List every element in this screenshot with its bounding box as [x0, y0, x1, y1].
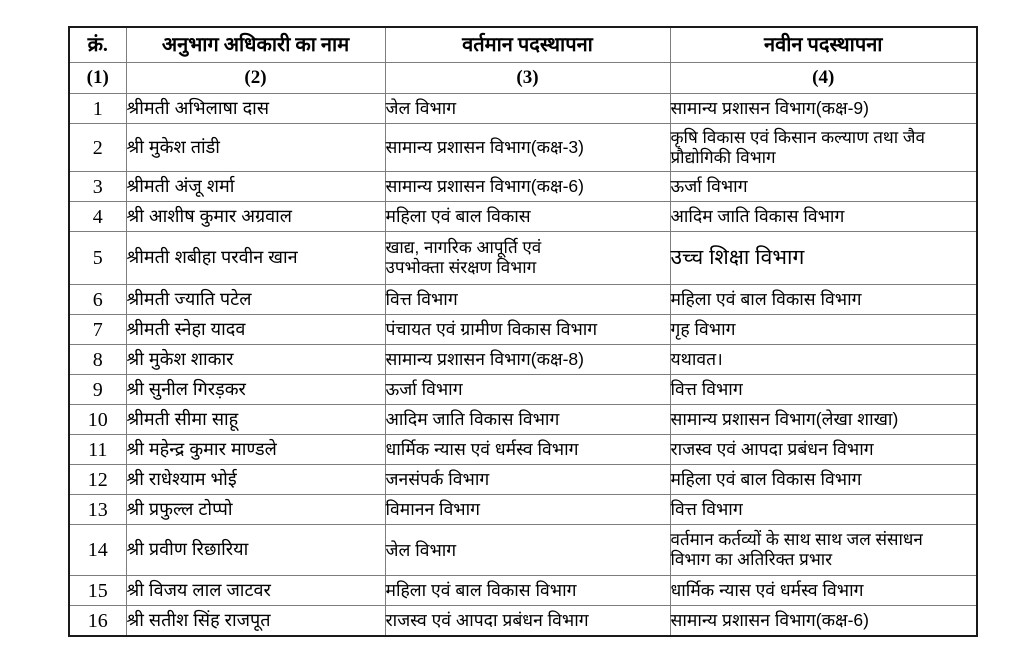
cell-new-posting: [670, 525, 977, 576]
table-body: [69, 94, 977, 637]
cell-officer-name: श्रीमती सीमा साहू: [126, 405, 385, 435]
table-row: [69, 94, 977, 124]
cell-officer-name: श्रीमती अभिलाषा दास: [126, 94, 385, 124]
cell-officer-name: श्री प्रवीण रिछारिया: [126, 525, 385, 576]
cell-officer-name: श्री महेन्द्र कुमार माण्डले: [126, 435, 385, 465]
table-row: [69, 465, 977, 495]
cell-serial: 11: [69, 435, 126, 465]
cell-current-posting: सामान्य प्रशासन विभाग(कक्ष-6): [385, 172, 670, 202]
table-row: [69, 576, 977, 606]
cell-new-posting: [670, 124, 977, 172]
table-row: [69, 606, 977, 637]
table-row: [69, 202, 977, 232]
cell-serial: 7: [69, 315, 126, 345]
cell-officer-name: श्रीमती अंजू शर्मा: [126, 172, 385, 202]
table-row: [69, 345, 977, 375]
cell-serial: 9: [69, 375, 126, 405]
cell-current-posting: जनसंपर्क विभाग: [385, 465, 670, 495]
cell-officer-name: श्रीमती स्नेहा यादव: [126, 315, 385, 345]
cell-serial: 3: [69, 172, 126, 202]
posting-table: [68, 26, 978, 637]
cell-new-posting: धार्मिक न्यास एवं धर्मस्व विभाग: [670, 576, 977, 606]
cell-current-posting: जेल विभाग: [385, 525, 670, 576]
cell-serial: 16: [69, 606, 126, 637]
column-header-current: वर्तमान पदस्थापना: [385, 27, 670, 63]
cell-current-posting: विमानन विभाग: [385, 495, 670, 525]
table-row: [69, 435, 977, 465]
cell-current-posting: महिला एवं बाल विकास: [385, 202, 670, 232]
cell-new-posting: यथावत।: [670, 345, 977, 375]
cell-current-posting: पंचायत एवं ग्रामीण विकास विभाग: [385, 315, 670, 345]
cell-officer-name: श्री सुनील गिरड़कर: [126, 375, 385, 405]
cell-new-posting: महिला एवं बाल विकास विभाग: [670, 465, 977, 495]
cell-serial: 14: [69, 525, 126, 576]
cell-current-posting: राजस्व एवं आपदा प्रबंधन विभाग: [385, 606, 670, 637]
cell-officer-name: श्री विजय लाल जाटवर: [126, 576, 385, 606]
cell-officer-name: श्री आशीष कुमार अग्रवाल: [126, 202, 385, 232]
cell-new-posting-line1: कृषि विकास एवं किसान कल्याण तथा जैव: [670, 127, 925, 147]
cell-serial: 13: [69, 495, 126, 525]
cell-officer-name: श्री राधेश्याम भोई: [126, 465, 385, 495]
table-row: [69, 232, 977, 285]
cell-serial: 4: [69, 202, 126, 232]
cell-new-posting: ऊर्जा विभाग: [670, 172, 977, 202]
cell-new-posting: गृह विभाग: [670, 315, 977, 345]
cell-officer-name: श्री मुकेश शाकार: [126, 345, 385, 375]
cell-new-posting: राजस्व एवं आपदा प्रबंधन विभाग: [670, 435, 977, 465]
cell-serial: 5: [69, 232, 126, 285]
table-row: [69, 495, 977, 525]
cell-officer-name: श्रीमती शबीहा परवीन खान: [126, 232, 385, 285]
column-number-2: (2): [126, 63, 385, 94]
cell-serial: 8: [69, 345, 126, 375]
cell-serial: 2: [69, 124, 126, 172]
table-row: [69, 285, 977, 315]
cell-current-posting: धार्मिक न्यास एवं धर्मस्व विभाग: [385, 435, 670, 465]
cell-current-posting: ऊर्जा विभाग: [385, 375, 670, 405]
column-header-name: अनुभाग अधिकारी का नाम: [126, 27, 385, 63]
cell-officer-name: श्रीमती ज्याति पटेल: [126, 285, 385, 315]
cell-officer-name: श्री मुकेश तांडी: [126, 124, 385, 172]
table-row: [69, 315, 977, 345]
table-row: [69, 405, 977, 435]
column-number-4: (4): [670, 63, 977, 94]
cell-new-posting: उच्च शिक्षा विभाग: [670, 232, 977, 285]
cell-new-posting-line2: प्रौद्योगिकी विभाग: [670, 147, 776, 167]
cell-serial: 15: [69, 576, 126, 606]
column-header-serial: क्रं.: [69, 27, 126, 63]
table-row: [69, 375, 977, 405]
table-row: [69, 172, 977, 202]
cell-current-posting: जेल विभाग: [385, 94, 670, 124]
cell-serial: 10: [69, 405, 126, 435]
cell-current-posting: सामान्य प्रशासन विभाग(कक्ष-3): [385, 124, 670, 172]
cell-serial: 6: [69, 285, 126, 315]
cell-current-posting: [385, 232, 670, 285]
cell-current-posting-line1: खाद्य, नागरिक आपूर्ति एवं: [385, 238, 542, 258]
column-number-1: (1): [69, 63, 126, 94]
cell-current-posting-line2: उपभोक्ता संरक्षण विभाग: [385, 258, 537, 277]
cell-officer-name: श्री प्रफुल्ल टोप्पो: [126, 495, 385, 525]
cell-new-posting-line1: वर्तमान कर्तव्यों के साथ साथ जल संसाधन: [670, 530, 923, 550]
cell-new-posting: सामान्य प्रशासन विभाग(कक्ष-6): [670, 606, 977, 637]
cell-new-posting: वित्त विभाग: [670, 375, 977, 405]
cell-new-posting-line2: विभाग का अतिरिक्त प्रभार: [670, 550, 833, 569]
cell-officer-name: श्री सतीश सिंह राजपूत: [126, 606, 385, 637]
cell-serial: 1: [69, 94, 126, 124]
column-number-3: (3): [385, 63, 670, 94]
table-header: [69, 27, 977, 94]
table-row: [69, 124, 977, 172]
cell-new-posting: सामान्य प्रशासन विभाग(लेखा शाखा): [670, 405, 977, 435]
cell-current-posting: सामान्य प्रशासन विभाग(कक्ष-8): [385, 345, 670, 375]
header-row-numbers: [69, 63, 977, 94]
cell-serial: 12: [69, 465, 126, 495]
cell-new-posting: सामान्य प्रशासन विभाग(कक्ष-9): [670, 94, 977, 124]
column-header-new: नवीन पदस्थापना: [670, 27, 977, 63]
cell-current-posting: आदिम जाति विकास विभाग: [385, 405, 670, 435]
cell-new-posting: आदिम जाति विकास विभाग: [670, 202, 977, 232]
cell-new-posting: महिला एवं बाल विकास विभाग: [670, 285, 977, 315]
cell-current-posting: महिला एवं बाल विकास विभाग: [385, 576, 670, 606]
cell-current-posting: वित्त विभाग: [385, 285, 670, 315]
header-row-titles: [69, 27, 977, 63]
table-row: [69, 525, 977, 576]
cell-new-posting: वित्त विभाग: [670, 495, 977, 525]
